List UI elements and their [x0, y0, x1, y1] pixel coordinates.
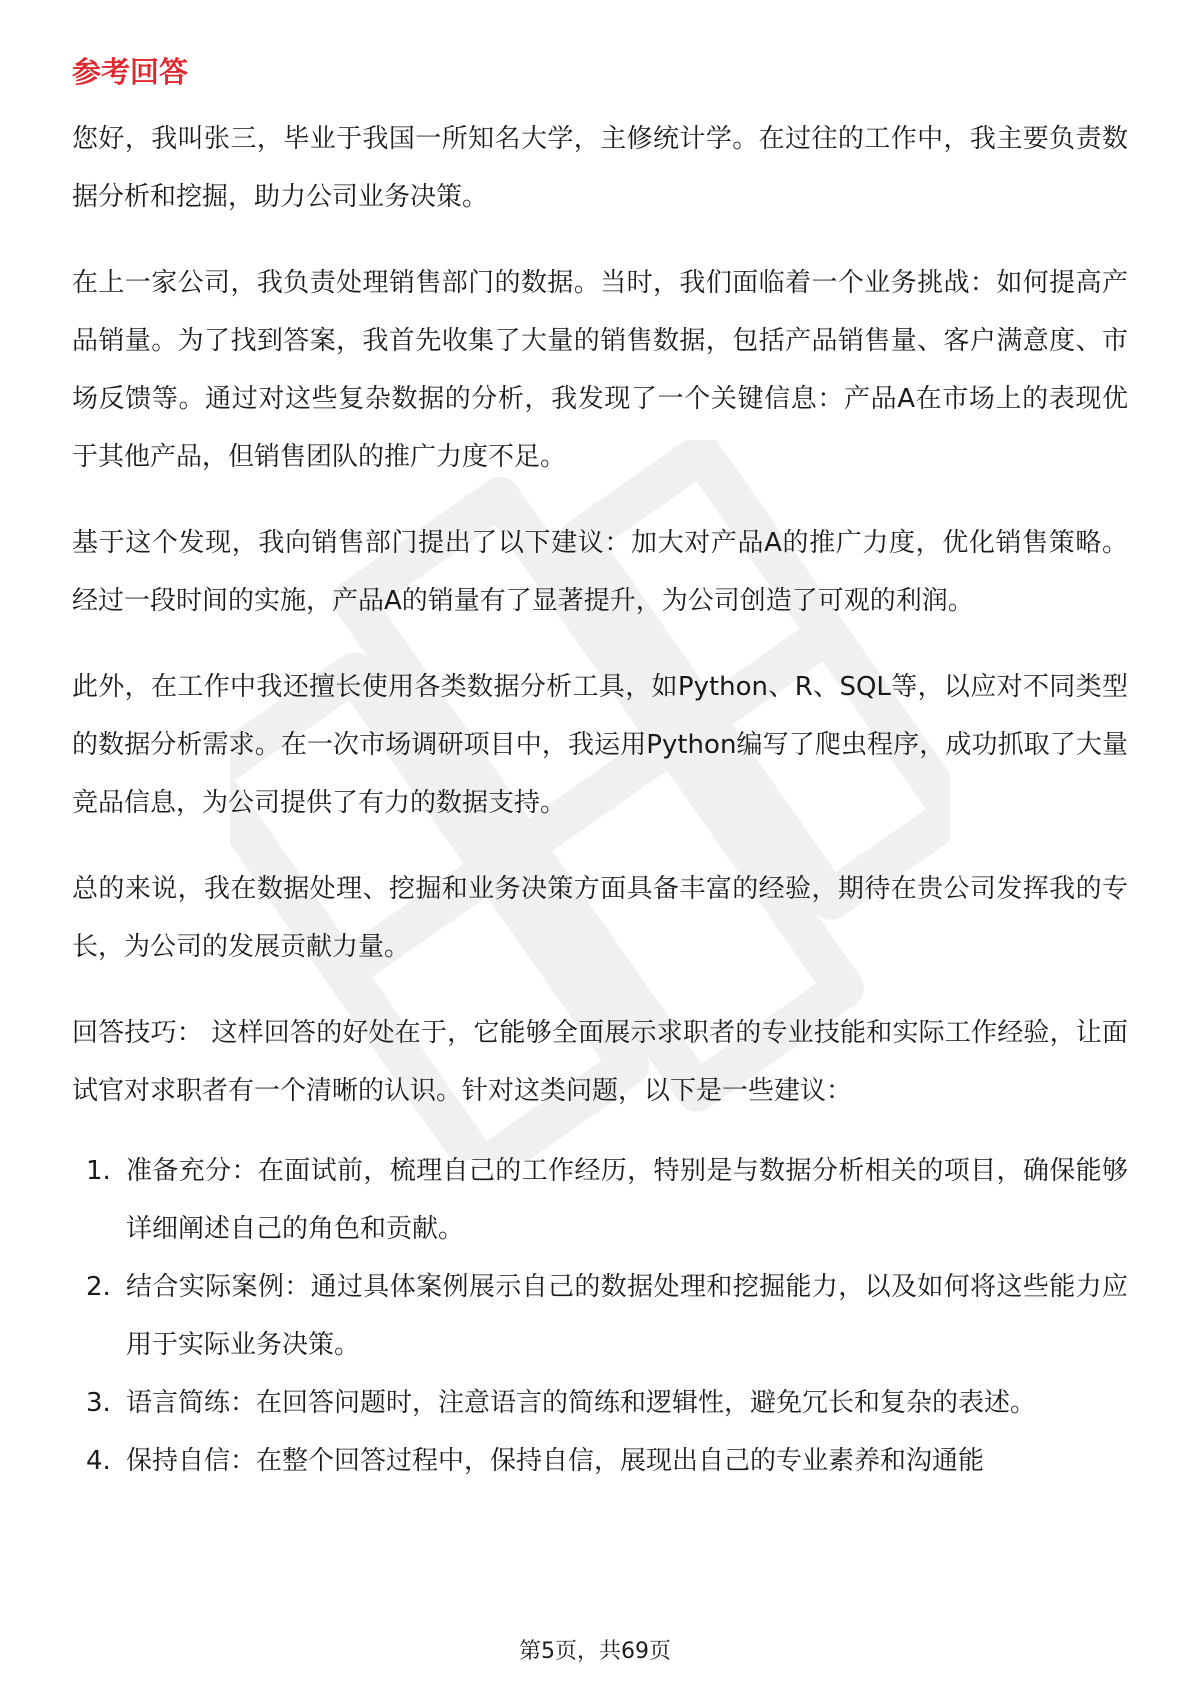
page-footer: 第5页，共69页	[519, 1639, 671, 1664]
paragraph-experience: 在上一家公司，我负责处理销售部门的数据。当时，我们面临着一个业务挑战：如何提高产品销量。为了找到答案，我首先收集了大量的销售数据，包括产品销售量、客户满意度、市场反馈等。通过对这些复杂数据的分析，我发现了一个关键信息：产品A在市场上的表现优于其他产品，但销售团队的推广力度不足。	[72, 268, 1128, 472]
content	[72, 50, 1128, 1490]
list-number: 4.	[86, 1446, 111, 1476]
list-item	[72, 1142, 1128, 1258]
list-number: 3.	[86, 1388, 111, 1418]
list-item	[72, 1432, 1128, 1490]
list-number: 2.	[86, 1272, 111, 1302]
list-item	[72, 1374, 1128, 1432]
list-item	[72, 1258, 1128, 1374]
list-text: 结合实际案例：通过具体案例展示自己的数据处理和挖掘能力，以及如何将这些能力应用于实际业务决策。	[126, 1272, 1128, 1360]
list-number: 1.	[86, 1156, 111, 1186]
tips-list	[72, 1142, 1128, 1490]
paragraph-intro: 您好，我叫张三，毕业于我国一所知名大学，主修统计学。在过往的工作中，我主要负责数据分析和挖掘，助力公司业务决策。	[72, 124, 1128, 212]
list-text: 准备充分：在面试前，梳理自己的工作经历，特别是与数据分析相关的项目，确保能够详细阐述自己的角色和贡献。	[126, 1156, 1128, 1244]
paragraph-tools: 此外，在工作中我还擅长使用各类数据分析工具，如Python、R、SQL等，以应对不同类型的数据分析需求。在一次市场调研项目中，我运用Python编写了爬虫程序，成功抓取了大量竞品信息，为公司提供了有力的数据支持。	[72, 672, 1128, 818]
paragraph-result: 基于这个发现，我向销售部门提出了以下建议：加大对产品A的推广力度，优化销售策略。经过一段时间的实施，产品A的销量有了显著提升，为公司创造了可观的利润。	[72, 528, 1128, 616]
list-text: 保持自信：在整个回答过程中，保持自信，展现出自己的专业素养和沟通能	[126, 1446, 985, 1476]
list-text: 语言简练：在回答问题时，注意语言的简练和逻辑性，避免冗长和复杂的表述。	[126, 1388, 1037, 1418]
paragraph-summary: 总的来说，我在数据处理、挖掘和业务决策方面具备丰富的经验，期待在贵公司发挥我的专长，为公司的发展贡献力量。	[72, 874, 1128, 962]
section-heading: 参考回答	[72, 55, 189, 89]
paragraph-tips-intro: 回答技巧： 这样回答的好处在于，它能够全面展示求职者的专业技能和实际工作经验，让面试官对求职者有一个清晰的认识。针对这类问题，以下是一些建议：	[72, 1018, 1128, 1106]
